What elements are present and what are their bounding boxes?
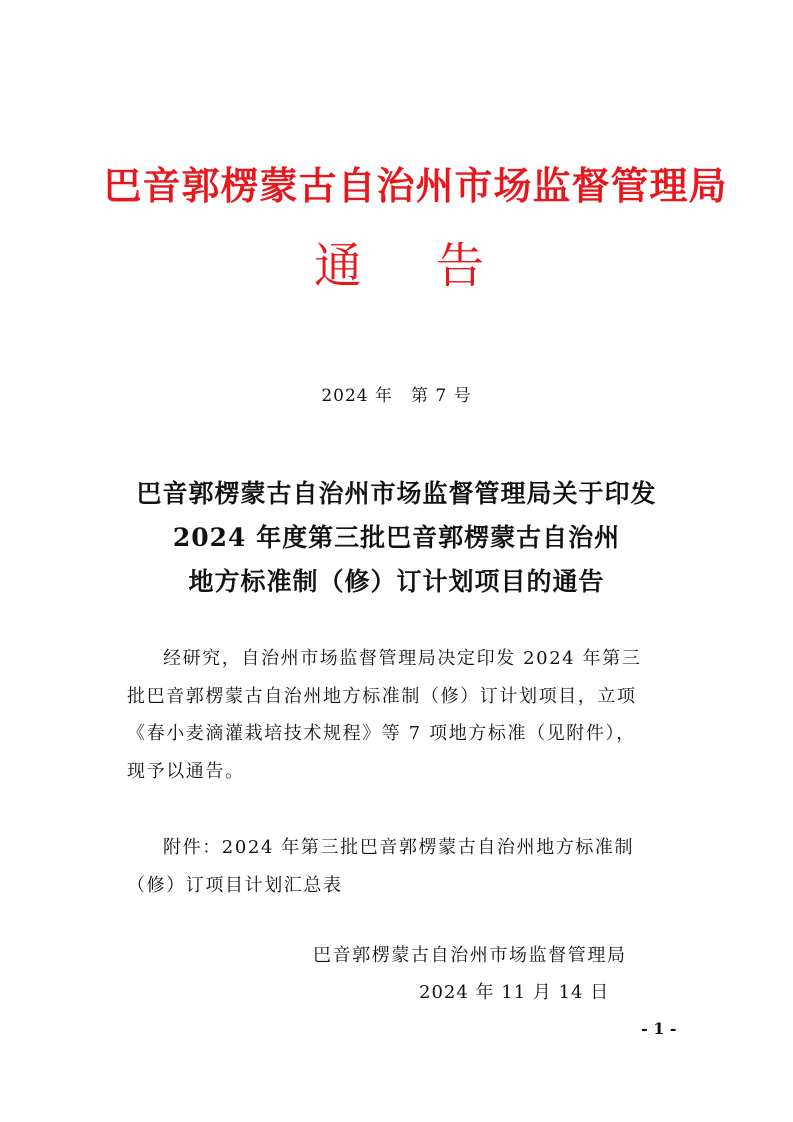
page-number: - 1 - (641, 1019, 677, 1038)
attachment-line-1: 附件：2024 年第三批巴音郭楞蒙古自治州地方标准制 (163, 837, 635, 858)
document-title-line-1: 巴音郭楞蒙古自治州市场监督管理局关于印发 (136, 479, 657, 508)
body-line-2: 批巴音郭楞蒙古自治州地方标准制（修）订计划项目，立项 (127, 685, 637, 707)
attachment-note (127, 829, 687, 904)
body-paragraph (127, 640, 687, 790)
document-title-line-3: 地方标准制（修）订计划项目的通告 (188, 567, 605, 596)
signature-date: 2024 年 11 月 14 日 (419, 982, 610, 1003)
document-title-line-2: 2024 年度第三批巴音郭楞蒙古自治州 (172, 523, 621, 552)
notice-heading (314, 236, 484, 296)
notice-heading-char-1: 通 (314, 238, 363, 294)
body-line-4: 现予以通告。 (127, 760, 245, 782)
document-number: 2024 年 第 7 号 (321, 386, 472, 406)
body-line-3: 《春小麦滴灌栽培技术规程》等 7 项地方标准（见附件）， (127, 723, 636, 744)
body-line-1: 经研究，自治州市场监督管理局决定印发 2024 年第三 (163, 648, 642, 669)
signature-issuer: 巴音郭楞蒙古自治州市场监督管理局 (313, 945, 627, 966)
attachment-line-2: （修）订项目计划汇总表 (127, 874, 343, 896)
notice-heading-char-2: 告 (436, 238, 485, 294)
issuing-agency-header: 巴音郭楞蒙古自治州市场监督管理局 (103, 164, 728, 208)
